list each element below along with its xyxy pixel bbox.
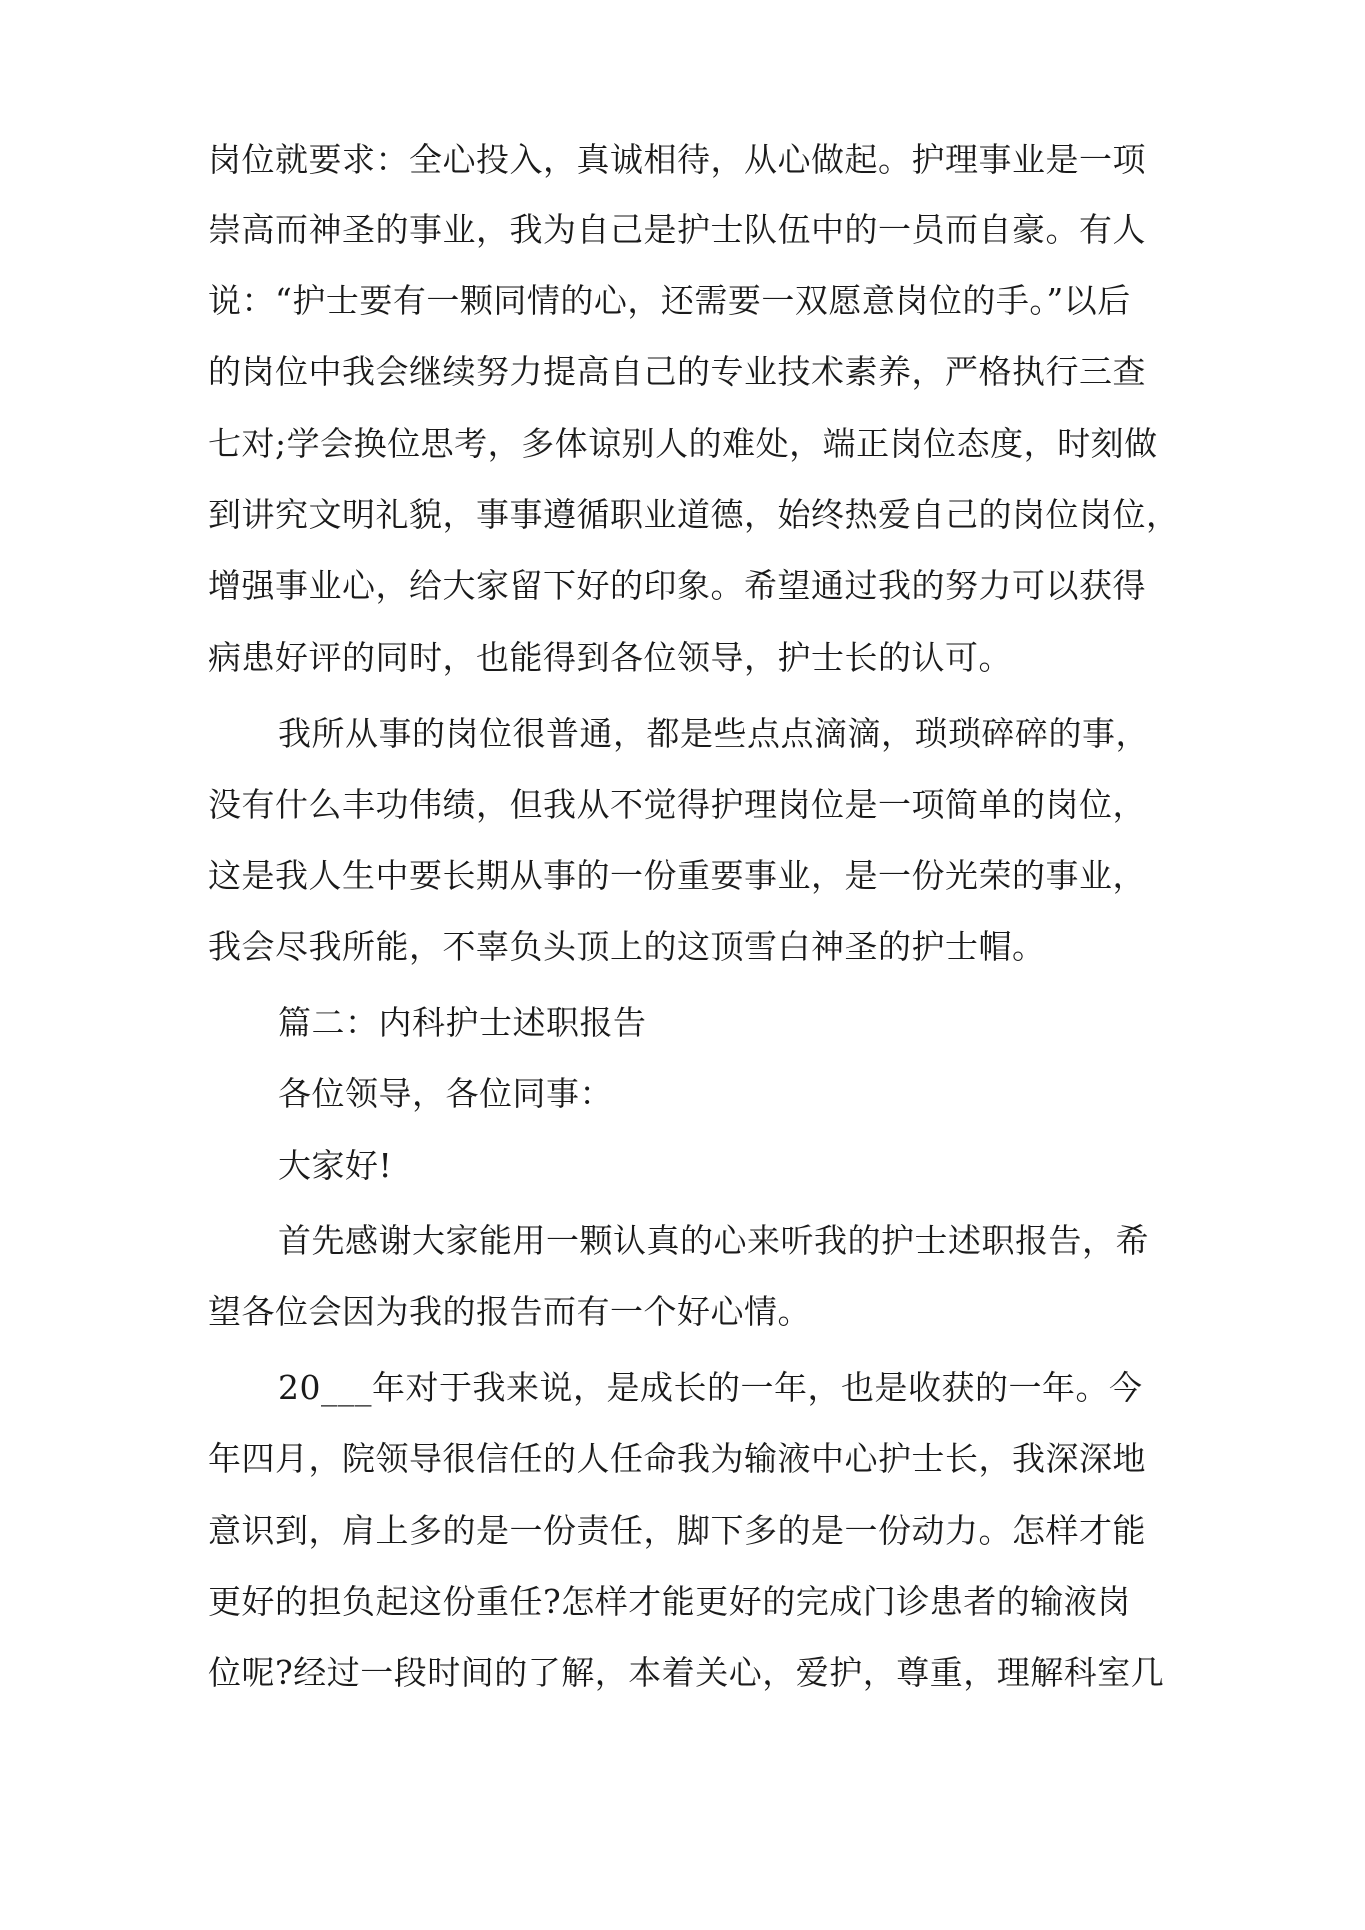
greeting: 大家好!	[278, 1146, 393, 1185]
text-line: 20___年对于我来说，是成长的一年，也是收获的一年。今	[278, 1368, 1143, 1407]
text-line: 望各位会因为我的报告而有一个好心情。	[208, 1292, 811, 1331]
text-line: 七对;学会换位思考，多体谅别人的难处，端正岗位态度，时刻做	[208, 424, 1158, 463]
text-line: 崇高而神圣的事业，我为自己是护士队伍中的一员而自豪。有人	[208, 210, 1146, 249]
section-heading: 篇二：内科护士述职报告	[278, 1003, 647, 1042]
text-line: 的岗位中我会继续努力提高自己的专业技术素养，严格执行三查	[208, 352, 1146, 391]
text-line: 首先感谢大家能用一颗认真的心来听我的护士述职报告，希	[278, 1221, 1149, 1260]
text-line: 岗位就要求：全心投入，真诚相待，从心做起。护理事业是一项	[208, 140, 1146, 179]
text-line: 这是我人生中要长期从事的一份重要事业，是一份光荣的事业，	[208, 856, 1146, 895]
text-line: 年四月，院领导很信任的人任命我为输液中心护士长，我深深地	[208, 1439, 1146, 1478]
text-line: 我所从事的岗位很普通，都是些点点滴滴，琐琐碎碎的事，	[278, 714, 1149, 753]
text-line: 没有什么丰功伟绩，但我从不觉得护理岗位是一项简单的岗位，	[208, 785, 1146, 824]
text-line: 到讲究文明礼貌，事事遵循职业道德，始终热爱自己的岗位岗位，	[208, 495, 1180, 534]
text-line: 我会尽我所能，不辜负头顶上的这顶雪白神圣的护士帽。	[208, 927, 1046, 966]
text-line: 增强事业心，给大家留下好的印象。希望通过我的努力可以获得	[208, 566, 1146, 605]
text-line: 意识到，肩上多的是一份责任，脚下多的是一份动力。怎样才能	[208, 1511, 1146, 1550]
text-line: 说：“护士要有一颗同情的心，还需要一双愿意岗位的手。”以后	[208, 281, 1131, 320]
text-line: 更好的担负起这份重任?怎样才能更好的完成门诊患者的输液岗	[208, 1582, 1131, 1621]
text-line: 病患好评的同时，也能得到各位领导，护士长的认可。	[208, 638, 1012, 677]
text-line: 位呢?经过一段时间的了解，本着关心，爱护，尊重，理解科室几	[208, 1653, 1165, 1692]
salutation: 各位领导，各位同事：	[278, 1074, 613, 1113]
